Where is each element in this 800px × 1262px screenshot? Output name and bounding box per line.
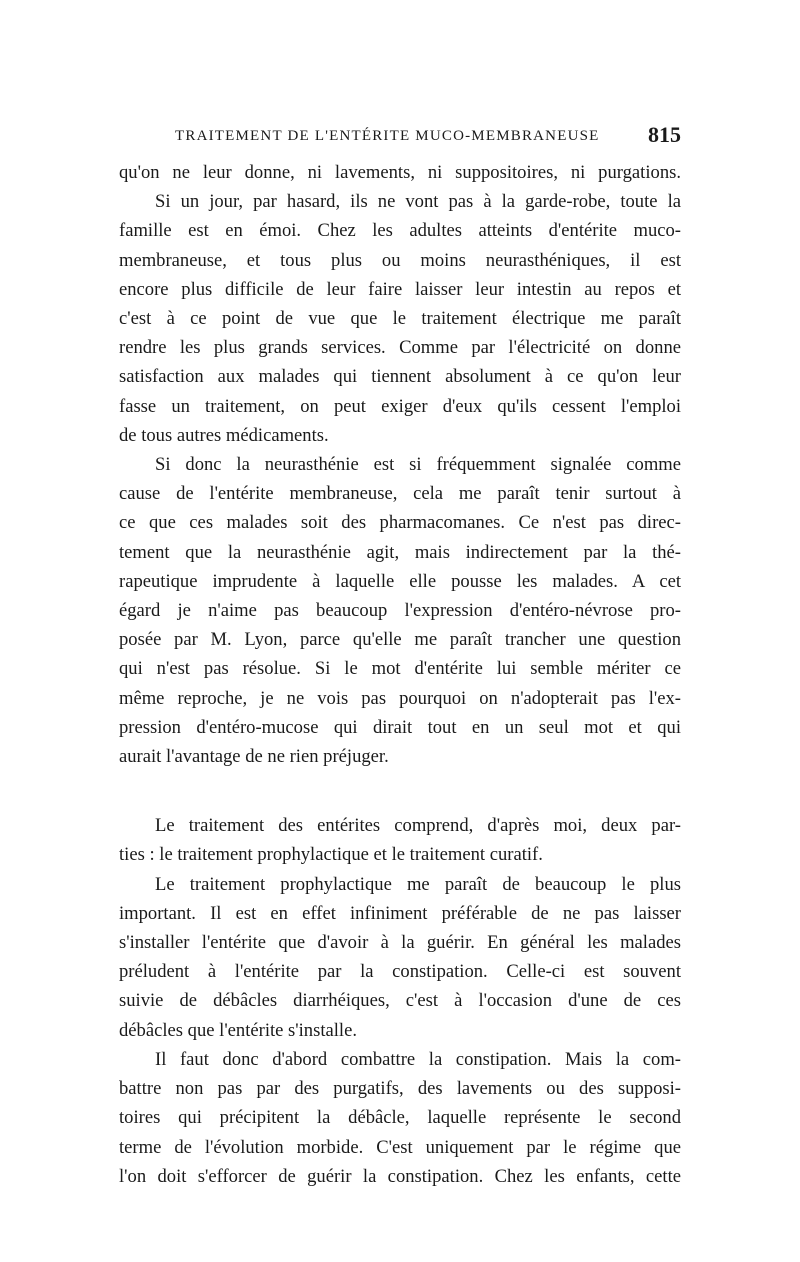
paragraph-1 (119, 158, 681, 450)
text-line: encore plus difficile de leur faire laisser leur intestin au repos et (119, 278, 681, 300)
text-line: famille est en émoi. Chez les adultes atteints d'entérite muco- (119, 220, 681, 242)
text-line: rendre les plus grands services. Comme par l'électricité on donne (119, 337, 681, 359)
text-line: ties : le traitement prophylactique et le traitement curatif. (119, 844, 543, 866)
text-line: battre non pas par des purgatifs, des lavements ou des supposi- (119, 1078, 681, 1100)
text-line: s'installer l'entérite que d'avoir à la guérir. En général les malades (119, 932, 681, 954)
text-line: Il faut donc d'abord combattre la constipation. Mais la com- (155, 1048, 681, 1070)
paragraph-4 (119, 870, 681, 1045)
text-line: débâcles que l'entérite s'installe. (119, 1019, 357, 1041)
text-line: satisfaction aux malades qui tiennent absolument à ce qu'on leur (119, 366, 681, 388)
text-line: cause de l'entérite membraneuse, cela me paraît tenir surtout à (119, 483, 681, 505)
text-line: rapeutique imprudente à laquelle elle pousse les malades. A cet (119, 570, 681, 592)
paragraph-5 (119, 1045, 681, 1191)
paragraph-3 (119, 811, 681, 869)
running-title: TRAITEMENT DE L'ENTÉRITE MUCO-MEMBRANEUSE (175, 128, 600, 144)
text-line: ce que ces malades soit des pharmacomanes. Ce n'est pas direc- (119, 512, 681, 534)
text-line: égard je n'aime pas beaucoup l'expression d'entéro-névrose pro- (119, 600, 681, 622)
text-line: même reproche, je ne vois pas pourquoi on n'adopterait pas l'ex- (119, 687, 681, 709)
text-line: terme de l'évolution morbide. C'est uniquement par le régime que (119, 1136, 681, 1158)
text-line: pression d'entéro-mucose qui dirait tout en un seul mot et qui (119, 716, 681, 738)
section-gap (119, 771, 681, 811)
page-number: 815 (648, 122, 681, 147)
paragraph-2 (119, 450, 681, 771)
book-page (119, 118, 681, 1191)
text-line: important. Il est en effet infiniment préférable de ne pas laisser (119, 902, 681, 924)
text-line: suivie de débâcles diarrhéiques, c'est à l'occasion d'une de ces (119, 990, 681, 1012)
text-line: toires qui précipitent la débâcle, laquelle représente le second (119, 1107, 681, 1129)
text-line: préludent à l'entérite par la constipation. Celle-ci est souvent (119, 961, 681, 983)
text-line: fasse un traitement, on peut exiger d'eux qu'ils cessent l'emploi (119, 395, 681, 417)
text-line: c'est à ce point de vue que le traitement électrique me paraît (119, 308, 681, 330)
text-line: Si donc la neurasthénie est si fréquemment signalée comme (155, 454, 681, 476)
text-line: l'on doit s'efforcer de guérir la constipation. Chez les enfants, cette (119, 1165, 681, 1187)
text-line: aurait l'avantage de ne rien préjuger. (119, 746, 389, 768)
text-line: Si un jour, par hasard, ils ne vont pas à la garde-robe, toute la (155, 191, 681, 213)
text-line: Le traitement prophylactique me paraît de beaucoup le plus (155, 873, 681, 895)
text-line: membraneuse, et tous plus ou moins neurasthéniques, il est (119, 249, 681, 271)
text-line: de tous autres médicaments. (119, 424, 329, 446)
page-header (119, 118, 681, 158)
text-line: qui n'est pas résolue. Si le mot d'entérite lui semble mériter ce (119, 658, 681, 680)
text-line: posée par M. Lyon, parce qu'elle me paraît trancher une question (119, 629, 681, 651)
text-line: Le traitement des entérites comprend, d'après moi, deux par- (155, 815, 681, 837)
text-line: qu'on ne leur donne, ni lavements, ni suppositoires, ni purgations. (119, 162, 681, 183)
text-line: tement que la neurasthénie agit, mais indirectement par la thé- (119, 541, 681, 563)
